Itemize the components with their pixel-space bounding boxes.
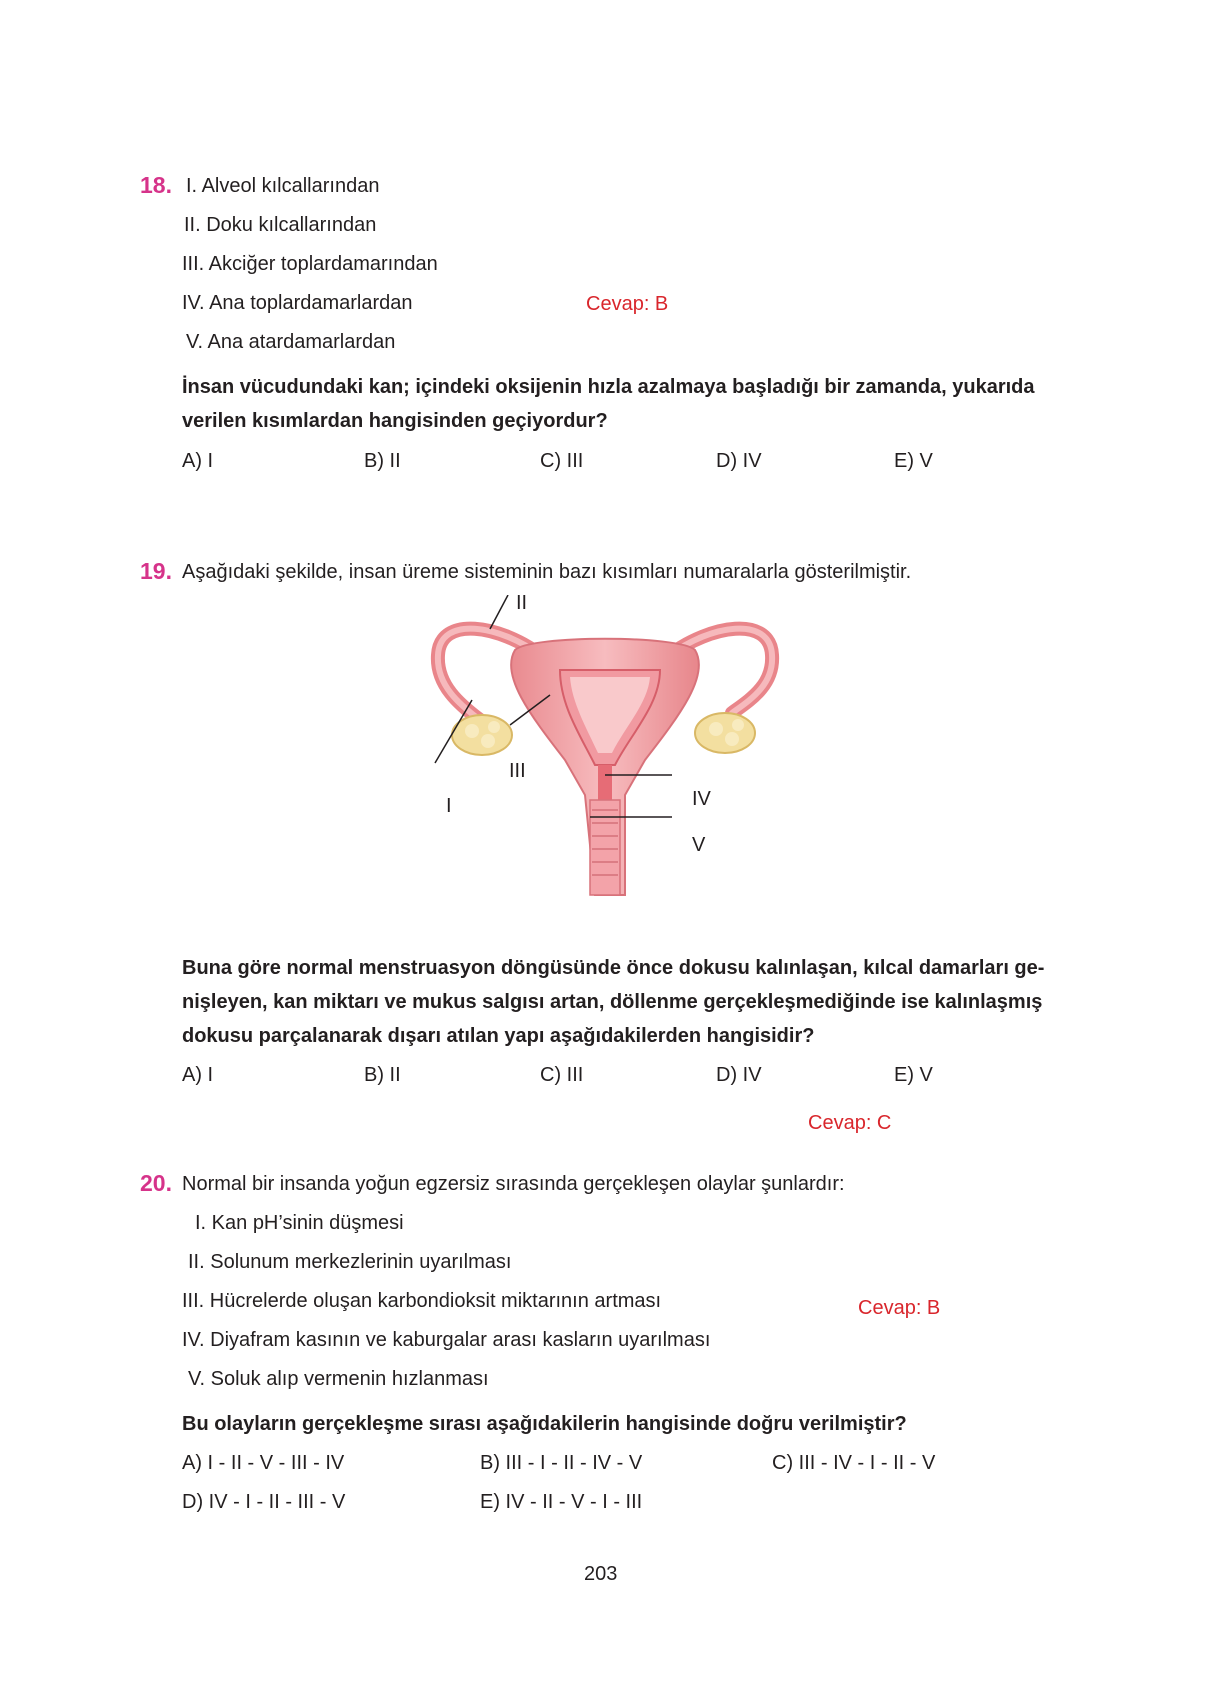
q19-intro: Aşağıdaki şekilde, insan üreme sisteminin bazı kısımları numaralarla gösterilmiştir. (182, 561, 912, 583)
q18-item-2: II. Doku kılcallarından (184, 214, 377, 236)
figure-label-ii: II (516, 592, 528, 614)
q20-option-c[interactable]: C) III - IV - I - II - V (772, 1452, 936, 1474)
q20-item-5: V. Soluk alıp vermenin hızlanması (188, 1368, 489, 1390)
q19-option-a[interactable]: A) I (182, 1064, 214, 1086)
figure-label-iii: III (509, 760, 526, 782)
right-ovary (695, 713, 755, 753)
q19-option-e[interactable]: E) V (894, 1064, 933, 1086)
q20-item-2: II. Solunum merkezlerinin uyarılması (188, 1251, 512, 1273)
q20-intro: Normal bir insanda yoğun egzersiz sırasında gerçekleşen olaylar şunlardır: (182, 1173, 845, 1195)
q20-question: Bu olayların gerçekleşme sırası aşağıdakilerin hangisinde doğru verilmiştir? (182, 1413, 907, 1435)
q20-option-b[interactable]: B) III - I - II - IV - V (480, 1452, 643, 1474)
q19-option-d[interactable]: D) IV (716, 1064, 762, 1086)
q18-option-b[interactable]: B) II (364, 450, 401, 472)
q20-item-4: IV. Diyafram kasının ve kaburgalar arası kasların uyarılması (182, 1329, 711, 1351)
figure-label-iv: IV (692, 788, 711, 810)
q20-item-3: III. Hücrelerde oluşan karbondioksit miktarının artması (182, 1290, 662, 1312)
q18-option-e[interactable]: E) V (894, 450, 933, 472)
figure-label-i: I (446, 795, 452, 817)
q18-item-5: V. Ana atardamarlardan (186, 331, 396, 353)
q18-item-3: III. Akciğer toplardamarından (182, 253, 438, 275)
q20-item-1: I. Kan pH’sinin düşmesi (195, 1212, 404, 1234)
q19-option-c[interactable]: C) III (540, 1064, 584, 1086)
uterus-diagram (420, 595, 790, 935)
figure-label-v: V (692, 834, 706, 856)
q18-option-c[interactable]: C) III (540, 450, 584, 472)
q18-answer: Cevap: B (586, 293, 669, 315)
q20-option-a[interactable]: A) I - II - V - III - IV (182, 1452, 345, 1474)
q18-option-d[interactable]: D) IV (716, 450, 762, 472)
q19-question-line-1: Buna göre normal menstruasyon döngüsünde önce dokusu kalınlaşan, kılcal damarları ge- (182, 957, 1045, 979)
q18-item-4: IV. Ana toplardamarlardan (182, 292, 413, 314)
question-19-number: 19. (140, 558, 172, 584)
q19-option-b[interactable]: B) II (364, 1064, 401, 1086)
q19-question-line-3: dokusu parçalanarak dışarı atılan yapı aşağıdakilerden hangisidir? (182, 1025, 815, 1047)
q20-option-d[interactable]: D) IV - I - II - III - V (182, 1491, 346, 1513)
q20-answer: Cevap: B (858, 1297, 941, 1319)
q18-question-line-2: verilen kısımlardan hangisinden geçiyordur? (182, 410, 608, 432)
q19-answer: Cevap: C (808, 1112, 892, 1134)
q18-option-a[interactable]: A) I (182, 450, 214, 472)
q18-question-line-1: İnsan vücudundaki kan; içindeki oksijenin hızla azalmaya başladığı bir zamanda, yukarıda (182, 376, 1035, 398)
question-18-number: 18. (140, 172, 172, 198)
page-number: 203 (584, 1563, 618, 1585)
q20-option-e[interactable]: E) IV - II - V - I - III (480, 1491, 643, 1513)
question-20-number: 20. (140, 1170, 172, 1196)
left-ovary (452, 715, 512, 755)
q19-question-line-2: nişleyen, kan miktarı ve mukus salgısı artan, döllenme gerçekleşmediğinde ise kalınlaşmış (182, 991, 1043, 1013)
q18-item-1: I. Alveol kılcallarından (186, 175, 380, 197)
